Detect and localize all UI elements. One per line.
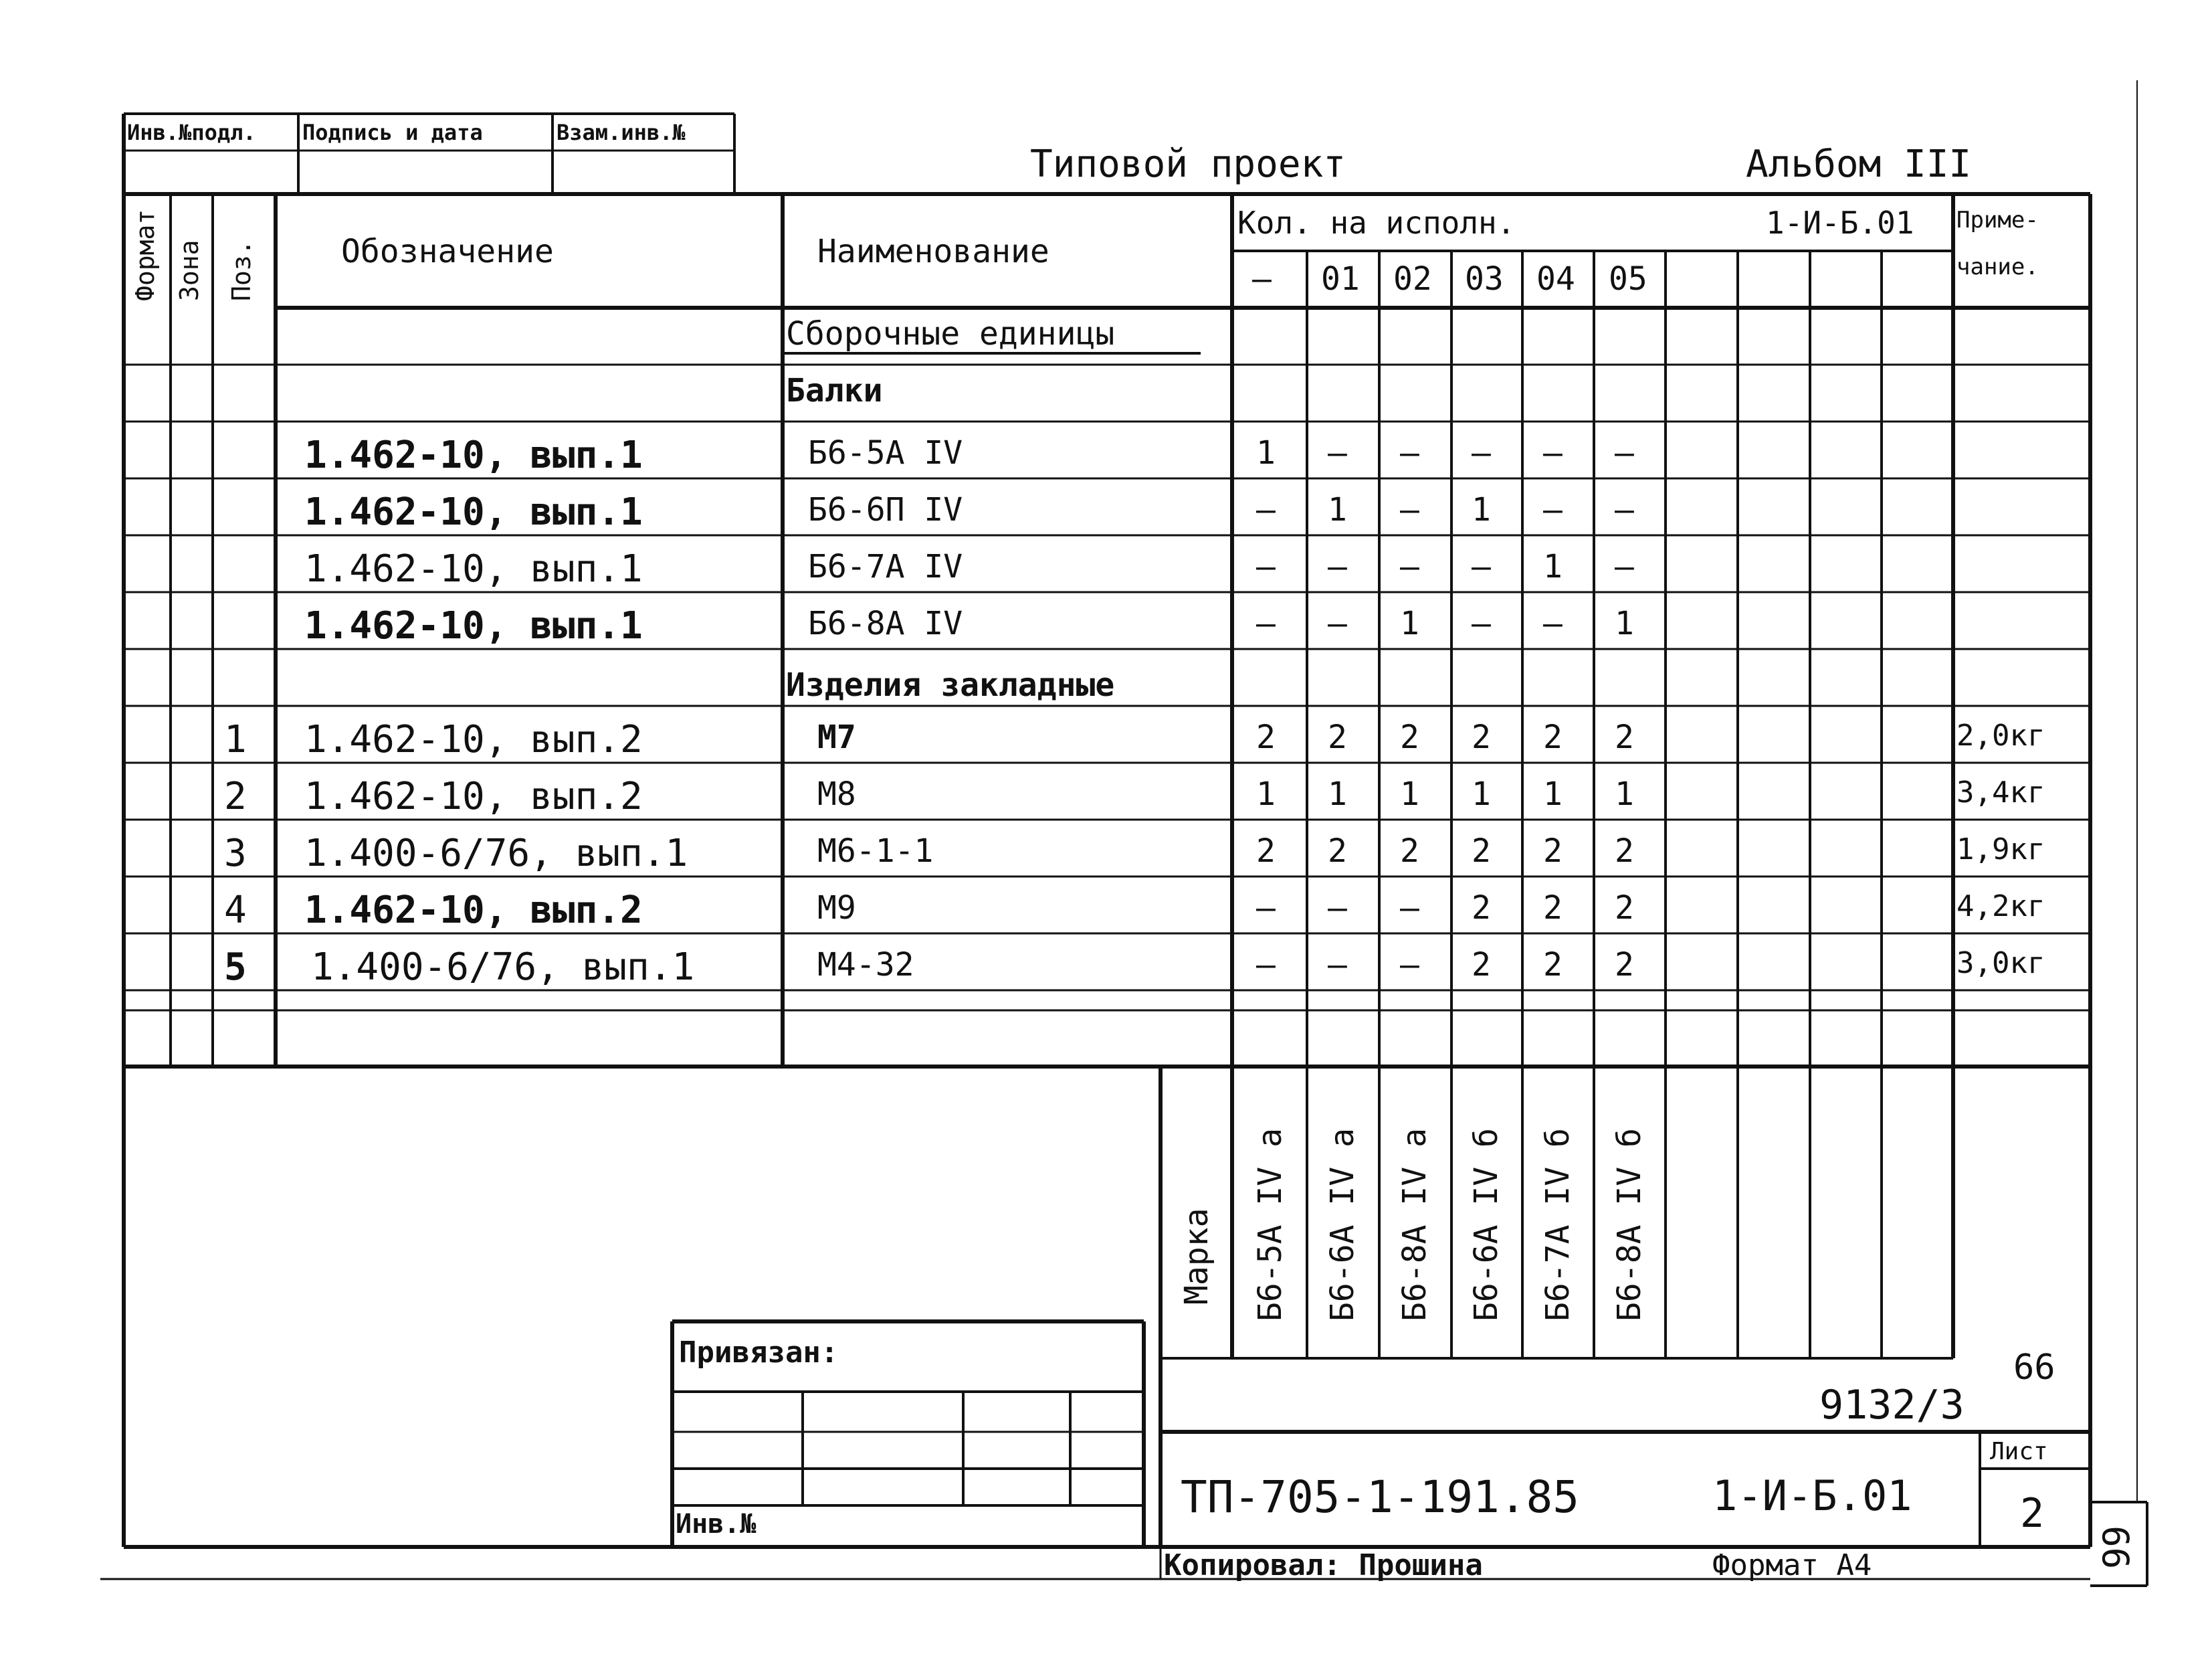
- marka-value: Б6-7А IV б: [1539, 1128, 1577, 1321]
- row-oboznachenie: 1.462-10, вып.2: [304, 718, 643, 761]
- row-note: 3,0кг: [1956, 946, 2045, 980]
- row-qty: 2: [1472, 946, 1491, 984]
- row-qty: 1: [1472, 775, 1491, 813]
- row-qty: —: [1472, 548, 1491, 585]
- row-naimenovanie: М9: [817, 889, 856, 927]
- row-oboznachenie: 1.462-10, вып.2: [304, 775, 643, 818]
- row-qty: 1: [1472, 491, 1491, 529]
- row-naimenovanie: Б6-8А IV: [808, 605, 963, 642]
- row-qty: 1: [1615, 605, 1634, 642]
- row-qty: —: [1256, 889, 1276, 927]
- variant-header: —: [1252, 260, 1272, 298]
- row-qty: 2: [1543, 946, 1563, 984]
- row-qty: 2: [1400, 832, 1419, 870]
- row-qty: 2: [1472, 889, 1491, 927]
- row-qty: —: [1328, 889, 1347, 927]
- row-oboznachenie: 1.462-10, вып.1: [304, 434, 643, 477]
- row-oboznachenie: 1.462-10, вып.1: [304, 490, 643, 534]
- page-number-66: 66: [2013, 1348, 2055, 1388]
- row-qty: —: [1400, 946, 1419, 984]
- stamp-vzam-inv: Взам.инв.№: [557, 120, 686, 145]
- row-qty: 2: [1615, 946, 1634, 984]
- marka-value: Б6-8А IV б: [1611, 1128, 1648, 1321]
- row-qty: 1: [1615, 775, 1634, 813]
- row-qty: —: [1256, 491, 1276, 529]
- marka-label: Марка: [1178, 1208, 1215, 1305]
- row-poz: 5: [224, 945, 247, 989]
- row-qty: —: [1256, 605, 1276, 642]
- section-sborochnye: Сборочные единицы: [786, 315, 1115, 353]
- row-qty: 2: [1615, 832, 1634, 870]
- format-label: Формат А4: [1712, 1548, 1872, 1582]
- variant-header: 02: [1393, 260, 1432, 298]
- row-oboznachenie: 1.400-6/76, вып.1: [304, 832, 688, 875]
- row-qty: —: [1400, 889, 1419, 927]
- row-naimenovanie: Б6-6П IV: [808, 491, 963, 529]
- row-naimenovanie: М6-1-1: [817, 832, 934, 870]
- row-qty: 1: [1328, 775, 1347, 813]
- list-label: Лист: [1990, 1438, 2048, 1465]
- row-naimenovanie: М4-32: [817, 946, 914, 984]
- row-qty: —: [1256, 548, 1276, 585]
- row-qty: 2: [1543, 832, 1563, 870]
- col-zona-header: Зона: [175, 240, 204, 301]
- side-number: 99: [2096, 1525, 2138, 1569]
- stamp-inv-podl: Инв.№подл.: [127, 120, 256, 145]
- section-izdeliya: Изделия закладные: [786, 666, 1115, 704]
- album-label: Альбом III: [1746, 143, 1972, 186]
- page-title: Типовой проект: [1030, 143, 1346, 186]
- row-qty: —: [1328, 946, 1347, 984]
- row-qty: 1: [1256, 775, 1276, 813]
- tp-number: ТП-705-1-191.85: [1181, 1471, 1580, 1523]
- row-naimenovanie: Б6-5А IV: [808, 434, 963, 472]
- row-qty: 2: [1615, 719, 1634, 756]
- row-naimenovanie: М8: [817, 775, 856, 813]
- row-qty: —: [1472, 605, 1491, 642]
- row-naimenovanie: Б6-7А IV: [808, 548, 963, 585]
- variant-header: 04: [1536, 260, 1575, 298]
- inv-no-label: Инв.№: [676, 1509, 757, 1540]
- marka-value: Б6-6А IV а: [1324, 1128, 1361, 1321]
- row-qty: 2: [1615, 889, 1634, 927]
- row-note: 4,2кг: [1956, 889, 2045, 923]
- row-qty: —: [1543, 605, 1563, 642]
- col-oboznachenie-header: Обозначение: [341, 233, 554, 270]
- row-qty: 2: [1543, 719, 1563, 756]
- row-qty: —: [1543, 434, 1563, 472]
- row-qty: 1: [1400, 775, 1419, 813]
- list-number: 2: [2020, 1490, 2045, 1537]
- row-qty: 1: [1256, 434, 1276, 472]
- row-oboznachenie: 1.462-10, вып.1: [304, 547, 643, 591]
- marka-value: Б6-8А IV а: [1396, 1128, 1433, 1321]
- marka-value: Б6-6А IV б: [1468, 1128, 1505, 1321]
- marka-value: Б6-5А IV а: [1251, 1128, 1289, 1321]
- col-format-header: Формат: [130, 209, 160, 301]
- row-oboznachenie: 1.462-10, вып.1: [304, 604, 643, 648]
- row-oboznachenie: 1.462-10, вып.2: [304, 889, 643, 932]
- doc-code-header: 1-И-Б.01: [1766, 205, 1914, 241]
- variant-header: 03: [1465, 260, 1504, 298]
- row-qty: 2: [1400, 719, 1419, 756]
- row-qty: —: [1543, 491, 1563, 529]
- row-qty: —: [1400, 491, 1419, 529]
- order-number: 9132/3: [1819, 1382, 1965, 1428]
- row-qty: —: [1328, 605, 1347, 642]
- row-qty: 1: [1543, 775, 1563, 813]
- row-qty: —: [1615, 491, 1634, 529]
- row-note: 3,4кг: [1956, 775, 2045, 810]
- privyazan-label: Привязан:: [679, 1335, 839, 1370]
- col-primechanie-header-2: чание.: [1956, 254, 2039, 280]
- section-balki: Балки: [786, 372, 883, 409]
- row-qty: 2: [1472, 719, 1491, 756]
- stamp-podpis-data: Подпись и дата: [302, 120, 483, 145]
- row-qty: —: [1615, 548, 1634, 585]
- row-qty: 1: [1328, 491, 1347, 529]
- col-poz-header: Поз.: [227, 240, 256, 301]
- row-qty: 2: [1543, 889, 1563, 927]
- row-note: 2,0кг: [1956, 719, 2045, 753]
- col-naimenovanie-header: Наименование: [817, 233, 1049, 270]
- row-qty: 2: [1256, 832, 1276, 870]
- variant-header: 05: [1609, 260, 1647, 298]
- row-oboznachenie: 1.400-6/76, вып.1: [311, 945, 695, 989]
- col-primechanie-header-1: Приме-: [1956, 207, 2039, 234]
- row-qty: —: [1328, 434, 1347, 472]
- row-qty: 2: [1328, 832, 1347, 870]
- row-qty: —: [1328, 548, 1347, 585]
- variant-header: 01: [1321, 260, 1360, 298]
- row-qty: —: [1400, 548, 1419, 585]
- kopiroval: Копировал: Прошина: [1164, 1548, 1483, 1582]
- row-qty: —: [1400, 434, 1419, 472]
- row-qty: 2: [1472, 832, 1491, 870]
- row-poz: 2: [224, 775, 247, 818]
- row-qty: 1: [1543, 548, 1563, 585]
- row-poz: 3: [224, 832, 247, 875]
- row-qty: 2: [1328, 719, 1347, 756]
- row-qty: —: [1615, 434, 1634, 472]
- row-note: 1,9кг: [1956, 832, 2045, 866]
- row-poz: 4: [224, 889, 247, 932]
- row-poz: 1: [224, 718, 247, 761]
- row-qty: —: [1472, 434, 1491, 472]
- row-qty: 1: [1400, 605, 1419, 642]
- doc-code: 1-И-Б.01: [1712, 1471, 1912, 1520]
- row-qty: 2: [1256, 719, 1276, 756]
- row-qty: —: [1256, 946, 1276, 984]
- row-naimenovanie: М7: [817, 719, 856, 756]
- col-kol-header: Кол. на исполн.: [1237, 205, 1516, 241]
